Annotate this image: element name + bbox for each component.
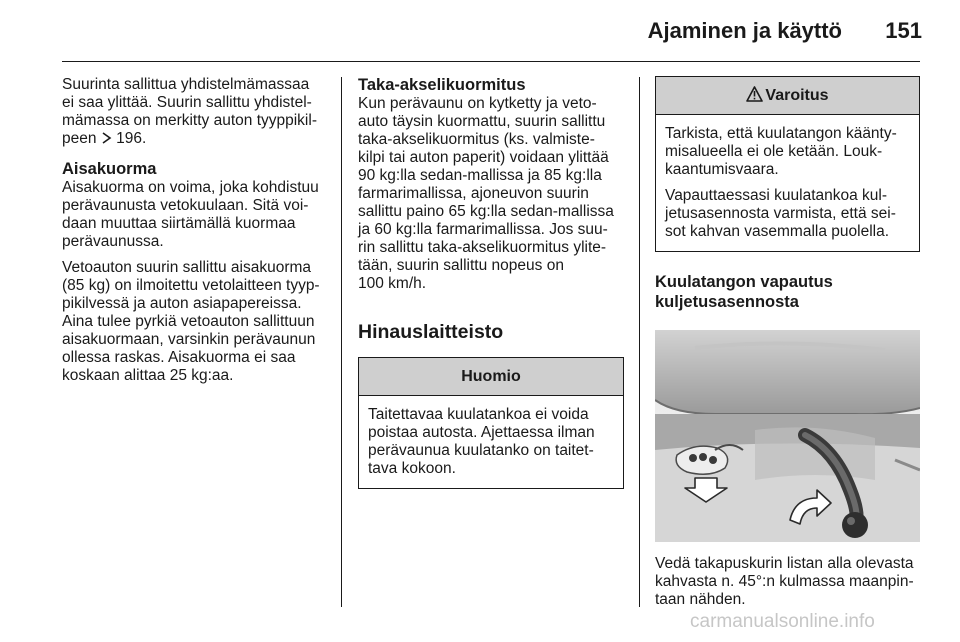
warning-body: Tarkista, että kuulatangon käänty- misalueella ei ole ketään. Louk- kaantumisvaara. Vapauttaessasi kuulatankoa kul- jetusasennosta varmista, että sei- sot kahvan vasemmalla puolella. — [665, 125, 897, 240]
header-divider — [62, 61, 920, 62]
heading-kuulatangon-vapautus: Kuulatangon vapautus kuljetusasennosta — [655, 273, 833, 311]
watermark: carmanualsonline.info — [690, 611, 875, 632]
figure-caption: Vedä takapuskurin listan alla olevasta kahvasta n. 45°:n kulmassa maanpin- taan nähden. — [655, 555, 914, 608]
heading-taka-akselikuormitus: Taka-akselikuormitus — [358, 76, 526, 94]
heading-hinauslaitteisto: Hinauslaitteisto — [358, 321, 504, 343]
column-divider-2 — [639, 77, 640, 607]
arrow-reference-icon — [101, 130, 112, 147]
column-divider-1 — [341, 77, 342, 607]
paragraph-aisakuorma-2: Vetoauton suurin sallittu aisakuorma (85 kg) on ilmoitettu vetolaitteen tyyp- pikilvessä ja auton asiapapereissa. Aina tulee pyrkiä vetoauton sallittuun aisakuormaan, varsinkin perävaunun ollessa raskas. Aisakuorma ei saa koskaan alittaa 25 kg:aa. — [62, 259, 320, 384]
warning-title-bar — [656, 77, 919, 115]
note-box — [358, 357, 624, 489]
column-middle — [358, 76, 624, 489]
page-number: 151 — [885, 18, 922, 43]
note-title: Huomio — [359, 358, 623, 396]
intro-paragraph: Suurinta sallittua yhdistelmämassaa ei saa ylittää. Suurin sallittu yhdistel- mämassa on merkitty auton tyyppikil- peen 196. — [62, 76, 317, 147]
tow-bar-release-illustration — [655, 330, 920, 542]
heading-aisakuorma: Aisakuorma — [62, 160, 157, 178]
warning-triangle-icon — [746, 79, 763, 116]
page-title: Ajaminen ja käyttö — [647, 18, 842, 43]
column-left — [62, 76, 330, 393]
page-reference-link[interactable]: 196. — [116, 130, 147, 147]
paragraph-aisakuorma-1: Aisakuorma on voima, joka kohdistuu perävaunusta vetokuulaan. Sitä voi- daan muuttaa siirtämällä kuormaa perävaunussa. — [62, 179, 319, 250]
note-body: Taitettavaa kuulatankoa ei voida poistaa autosta. Ajettaessa ilman perävaunua kuulatanko on taitet- tava kokoon. — [368, 406, 595, 477]
paragraph-taka-akselikuormitus: Kun perävaunu on kytketty ja veto- auto täysin kuormattu, suurin sallittu taka-akselikuormitus (ks. valmiste- kilpi tai auton paperit) voidaan ylittää 90 kg:lla sedan-mallissa ja 85 kg:lla farmarimallissa, ajoneuvon suurin sallittu paino 65 kg:lla sedan-mallissa ja 60 kg:lla farmarimallissa. Jos suu- rin sallittu taka-akselikuormitus ylite- tään, suurin sallittu nopeus on 100 km/h. — [358, 95, 614, 292]
warning-title: Varoitus — [765, 87, 829, 104]
warning-box — [655, 76, 920, 252]
column-right — [655, 76, 920, 617]
